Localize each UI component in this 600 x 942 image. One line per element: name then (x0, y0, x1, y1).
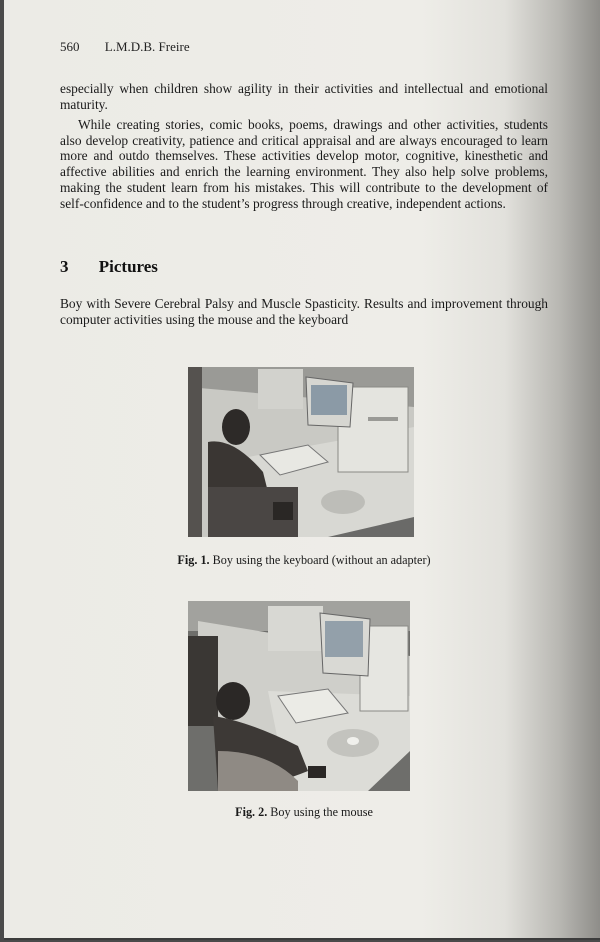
running-header (60, 39, 190, 55)
figure-1-label: Fig. 1. (177, 553, 210, 567)
figure-2-caption-text: Boy using the mouse (270, 805, 373, 819)
figure-2-label: Fig. 2. (235, 805, 268, 819)
paragraph-pictures-intro: Boy with Severe Cerebral Palsy and Muscle Spasticity. Results and improvement through computer activities using the mouse and the keyboard (60, 296, 548, 327)
figure-2-caption (60, 805, 548, 820)
figure-1-photo (188, 367, 414, 537)
section-heading (60, 257, 158, 277)
page-number: 560 (60, 39, 80, 54)
running-head-authors: L.M.D.B. Freire (104, 39, 190, 54)
paragraph-activities: While creating stories, comic books, poems, drawings and other activities, students also develop creativity, patience and critical appraisal and are always encouraged to learn more and outdo themselves. These activities develop motor, cognitive, kinesthetic and affective abilities and enrich the learning environment. They also help solve problems, making the student learn from his mistakes. This will contribute to the development of self-confidence and to the student’s progress through creative, independent actions. (60, 117, 548, 211)
figure-2-photo (188, 601, 410, 791)
paragraph-continuation: especially when children show agility in their activities and intellectual and emotional maturity. (60, 81, 548, 112)
section-number: 3 (60, 257, 69, 276)
book-page (4, 0, 600, 940)
figure-1-caption-text: Boy using the keyboard (without an adapter) (212, 553, 431, 567)
figure-1-caption (60, 553, 548, 568)
section-title: Pictures (98, 257, 158, 276)
